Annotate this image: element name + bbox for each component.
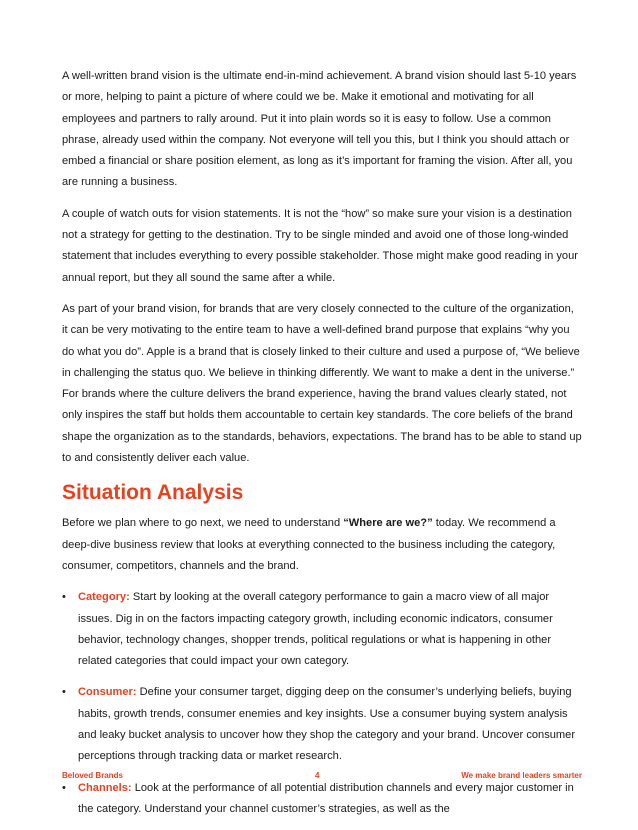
page-body [62,66,582,830]
section-intro [62,513,582,577]
footer-brand-name: Beloved Brands [62,771,123,780]
bullet-text: Define your consumer target, digging deep on the consumer’s underlying beliefs, buying habits, growth trends, consumer enemies and key insights. Use a consumer buying system analysis and leaky bucket analysis to uncover how they shop the category and your brand. Uncover consumer perceptions through tracking data or market research. [78,686,576,763]
footer-tagline: We make brand leaders smarter [461,771,582,780]
bullet-text: Start by looking at the overall category performance to gain a macro view of all major issues. Dig in on the factors impacting category growth, including economic indicators, consumer behavior, technology changes, shopper trends, political regulations or what is happening in other related categories that could impact your own category. [78,591,553,668]
page-number: 4 [315,771,320,780]
bullet-term: Channels: [78,781,132,794]
bullet-item-channels [62,778,582,821]
paragraph-brand-purpose: As part of your brand vision, for brands that are very closely connected to the culture of the organization, it can be very motivating to the entire team to have a well-defined brand purpose that explains “why you do what you do”. Apple is a brand that is closely linked to their culture and used a purpose of, “We believe in challenging the status quo. We believe in thinking differently. We want to make a dent in the universe.” For brands where the culture delivers the brand experience, having the brand values clearly stated, not only inspires the staff but holds them accountable to certain key standards. The core beliefs of the brand shape the organization as to the standards, behaviors, expectations. The brand has to be able to stand up to and consistently deliver each value. [62,302,582,465]
bullet-item-category [62,587,582,672]
intro-text-start: Before we plan where to go next, we need to understand [62,517,344,530]
bullet-icon: • [62,686,66,699]
intro-text-end: today. We recommend a deep-dive business review that looks at everything connected to the business including the category, consumer, competitors, channels and the brand. [62,517,556,572]
paragraph-watch-outs: A couple of watch outs for vision statements. It is not the “how” so make sure your vision is a destination not a strategy for getting to the destination. Try to be single minded and avoid one of those long-winded statement that includes everything to every possible stakeholder. Those might make good reading in your annual report, but they all sound the same after a while. [62,207,578,284]
section-heading: Situation Analysis [62,481,244,505]
intro-bold-question: “Where are we?” [343,517,433,530]
bullet-term: Category: [78,591,130,604]
bullet-item-consumer [62,682,582,767]
bullet-text: Look at the performance of all potential distribution channels and every major customer in the category. Understand your channel customer’s strategies, as well as the [78,781,574,815]
bullet-term: Consumer: [78,686,137,699]
bullet-icon: • [62,591,66,604]
bullet-icon: • [62,781,66,794]
paragraph-brand-vision: A well-written brand vision is the ultimate end-in-mind achievement. A brand vision should last 5-10 years or more, helping to paint a picture of where could we be. Make it emotional and motivating for all employees and partners to rally around. Put it into plain words so it is easy to follow. Use a common phrase, already used within the company. Not everyone will tell you this, but I think you should attach or embed a financial or share position element, as long as it’s important for framing the vision. After all, you are running a business. [62,70,577,189]
